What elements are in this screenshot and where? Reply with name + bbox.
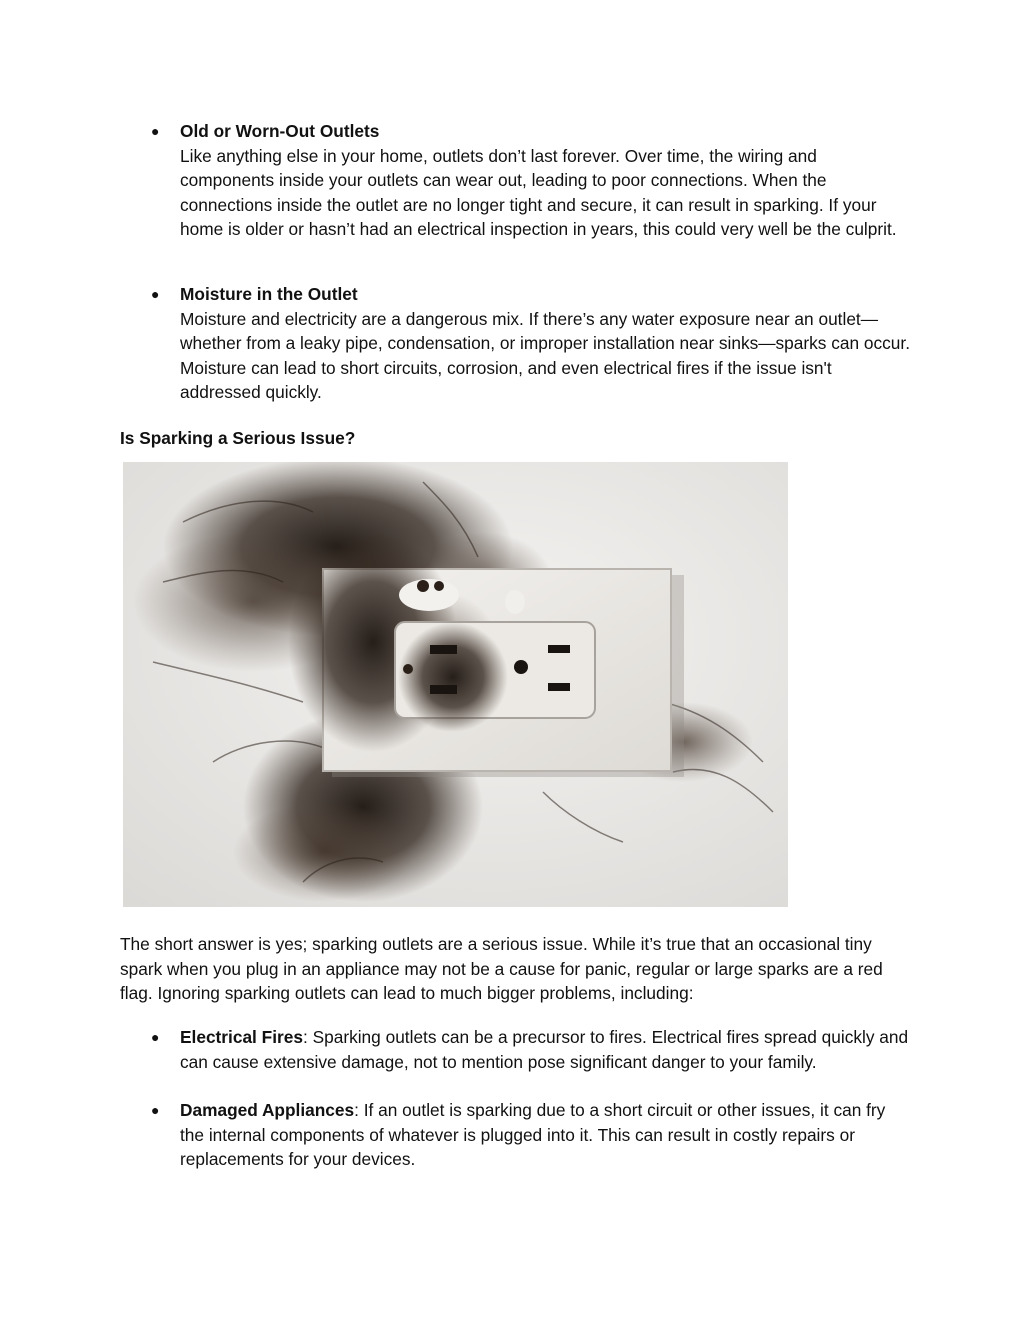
bullet-glyph: ● [151, 1102, 160, 1118]
list-item-text: : Sparking outlets can be a precursor to fires. Electrical fires spread quickly and can cause extensive damage, not to mention pose significant danger to your family. [180, 1027, 909, 1072]
list-item-title: Damaged Appliances [180, 1100, 355, 1120]
list-item-title: Electrical Fires [180, 1027, 303, 1047]
list-item-title: Old or Worn-Out Outlets [180, 121, 380, 141]
intro-paragraph: The short answer is yes; sparking outlets are a serious issue. While it’s true that an occasional tiny spark when you plug in an appliance may not be a cause for panic, regular or large sparks are a red flag. Ignoring sparking outlets can lead to much bigger problems, including: [120, 934, 883, 1003]
section-heading: Is Sparking a Serious Issue? [120, 428, 356, 448]
list-item-text: Moisture and electricity are a dangerous mix. If there’s any water exposure near an outlet—whether from a leaky pipe, condensation, or improper installation near sinks—sparks can occur. Moisture can lead to short circuits, corrosion, and even electrical fires if the issue isn't addressed quickly. [180, 308, 911, 402]
list-item-text: Like anything else in your home, outlets don’t last forever. Over time, the wiring and components inside your outlets can wear out, leading to poor connections. When the connections inside the outlet are no longer tight and secure, it can result in sparking. If your home is older or hasn’t had an electrical inspection in years, this could very well be the culprit. [180, 145, 897, 239]
burnt-outlet-photo [123, 462, 788, 907]
bullet-glyph: ● [151, 286, 160, 302]
bullet-glyph: ● [151, 1029, 160, 1045]
list-item-text: : If an outlet is sparking due to a short circuit or other issues, it can fry the internal components of whatever is plugged into it. This can result in costly repairs or replacements for your devices. [180, 1100, 886, 1169]
bullet-glyph: ● [151, 123, 160, 139]
list-item-title: Moisture in the Outlet [180, 284, 358, 304]
